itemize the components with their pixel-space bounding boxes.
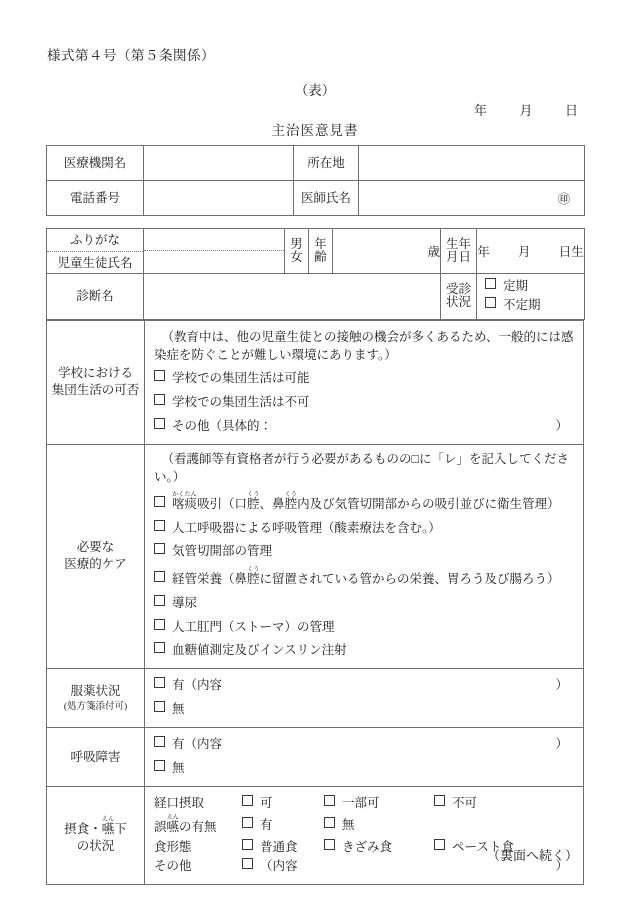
option-text: 普通食 — [260, 839, 298, 854]
eating-option-2-2[interactable] — [324, 816, 434, 835]
date-year-label: 年 — [473, 103, 487, 118]
diagnosis-field[interactable] — [144, 274, 441, 320]
phone-number-field[interactable] — [144, 181, 294, 216]
visit-status-label: 受診 状況 — [441, 274, 477, 320]
checkbox-icon[interactable] — [485, 278, 496, 289]
medical-care-label: 必要な 医療的ケア — [47, 444, 145, 669]
option-text: 経管栄養（鼻 — [172, 572, 248, 586]
ruby-えん: 嚥えん — [166, 813, 180, 834]
eating-label-line2: の状況 — [76, 839, 115, 853]
medical-care-option-1[interactable] — [154, 491, 574, 514]
medication-option-yes[interactable]: 有（内容 ） — [154, 676, 574, 695]
medical-care-option-list — [154, 491, 574, 660]
medication-content — [145, 669, 584, 728]
furigana-label: ふりがな — [47, 229, 143, 252]
table-row — [47, 274, 585, 320]
eating-option-1-3[interactable] — [434, 794, 574, 813]
table-row — [47, 229, 585, 274]
clinic-info-table — [46, 145, 585, 216]
option-text: ペースト食 — [452, 839, 514, 854]
option-text: きざみ食 — [342, 839, 393, 854]
eating-option-3-1[interactable] — [242, 838, 324, 857]
school-life-intro: （教育中は、他の児童生徒との接触の機会が多くあるため、一般的には感染症を防ぐことが難しい環境にあります。） — [154, 330, 574, 363]
medical-care-option-6[interactable] — [154, 618, 574, 637]
ruby-en: 嚥えん — [101, 816, 115, 837]
table-row — [47, 146, 585, 181]
medical-care-option-3[interactable] — [154, 542, 574, 561]
eating-option-1-2[interactable] — [324, 794, 434, 813]
school-life-option-possible[interactable]: 学校での集団生活は可能 — [154, 369, 574, 388]
date-line — [474, 100, 578, 119]
birthdate-label: 生年 月日 — [441, 229, 477, 274]
address-label: 所在地 — [294, 146, 359, 181]
table-row-respiratory — [47, 728, 584, 787]
birth-year-label: 年 — [477, 245, 490, 259]
option-text: 可 — [260, 796, 273, 810]
institution-name-label: 医療機関名 — [47, 146, 144, 181]
ruby-くう: 腔くう — [247, 490, 260, 511]
close-paren: ） — [555, 678, 568, 693]
form-code: 様式第４号（第５条関係） — [47, 48, 215, 63]
school-life-label: 学校における 集団生活の可否 — [47, 321, 145, 445]
medication-option-no[interactable]: 無 — [154, 700, 574, 719]
checkbox-icon[interactable] — [154, 543, 165, 554]
eating-label-line1: 摂食・嚥えん下 — [64, 816, 127, 837]
option-text: 血糖値測定及びインスリン注射 — [172, 643, 347, 658]
age-label: 年 齢 — [309, 229, 333, 274]
birth-month-label: 月 — [517, 245, 531, 259]
checkbox-icon[interactable] — [154, 677, 165, 688]
checkbox-icon[interactable] — [154, 394, 165, 405]
visit-option-regular[interactable]: 定期 — [485, 277, 584, 296]
medical-care-option-5[interactable] — [154, 594, 574, 613]
date-day-label: 日 — [564, 103, 578, 118]
eating-row-label: その他 — [154, 859, 192, 874]
respiratory-option-no[interactable]: 無 — [154, 759, 574, 778]
checkbox-icon[interactable] — [242, 839, 253, 850]
ruby-くう: 腔くう — [284, 490, 298, 511]
checkbox-icon[interactable] — [154, 619, 165, 630]
option-text: 不可 — [452, 796, 478, 810]
front-side-label: （表） — [294, 83, 336, 98]
phone-number-label: 電話番号 — [47, 181, 144, 216]
medication-sub-label: (処方箋添付可) — [63, 701, 128, 712]
checkbox-icon[interactable] — [434, 839, 445, 850]
school-life-option-not-possible[interactable]: 学校での集団生活は不可 — [154, 393, 574, 412]
option-text: 吸引（口 — [197, 496, 248, 511]
table-row — [47, 181, 585, 216]
eating-row-label: 経口摂取 — [154, 796, 205, 810]
checkbox-icon[interactable] — [485, 297, 496, 308]
checkbox-icon[interactable] — [324, 839, 335, 850]
eating-option-2-1[interactable] — [242, 816, 324, 835]
respiratory-label: 呼吸障害 — [47, 728, 145, 787]
checkbox-icon[interactable] — [434, 795, 445, 806]
eating-option-3-2[interactable] — [324, 838, 434, 857]
birth-day-label: 日生 — [558, 245, 584, 259]
eating-content — [145, 787, 584, 885]
seal-icon: ㊞ — [557, 191, 570, 206]
eating-label — [47, 787, 145, 885]
checkbox-icon[interactable] — [324, 795, 335, 806]
assessment-table — [46, 320, 584, 885]
checkbox-icon[interactable] — [154, 370, 165, 381]
address-field[interactable] — [359, 146, 585, 181]
medical-care-intro: （看護師等有資格者が行う必要があるものの□に「レ」を記入してください。） — [154, 451, 570, 484]
checkbox-icon[interactable] — [242, 858, 253, 869]
checkbox-icon[interactable] — [154, 496, 165, 507]
checkbox-icon[interactable] — [154, 736, 165, 747]
ruby-かくたん: 喀痰かくたん — [172, 490, 198, 511]
patient-info-table — [46, 228, 585, 320]
option-text: 無 — [342, 817, 355, 832]
eating-row-label: 食形態 — [154, 839, 192, 854]
checkbox-icon[interactable] — [154, 418, 165, 429]
checkbox-icon[interactable] — [154, 571, 165, 582]
close-paren: ） — [555, 418, 568, 433]
birthdate-field[interactable] — [477, 229, 585, 274]
eating-option-1-1[interactable] — [242, 794, 324, 813]
continue-note: （裏面へ続く） — [486, 848, 578, 863]
option-text: 一部可 — [342, 796, 380, 810]
checkbox-icon[interactable] — [154, 642, 165, 653]
date-month-label: 月 — [519, 103, 533, 118]
checkbox-icon[interactable] — [242, 817, 253, 828]
eating-row-2 — [154, 814, 574, 837]
checkbox-icon[interactable] — [154, 520, 165, 531]
option-text: に留置されている管からの栄養、胃ろう及び腸ろう） — [259, 572, 560, 586]
eating-row-1 — [154, 794, 574, 813]
page-title: 主治医意見書 — [271, 123, 359, 138]
respiratory-option-yes[interactable]: 有（内容 ） — [154, 735, 574, 754]
checkbox-icon[interactable] — [154, 760, 165, 771]
option-text: 、鼻 — [259, 496, 285, 511]
option-text: 有 — [260, 817, 273, 832]
visit-option-irregular[interactable]: 不定期 — [485, 296, 584, 315]
diagnosis-label: 診断名 — [47, 274, 144, 320]
option-text: 人工呼吸器による呼吸管理（酸素療法を含む。） — [172, 520, 441, 535]
table-row-medication — [47, 669, 584, 728]
close-paren: ） — [555, 737, 568, 752]
table-row-medical-care — [47, 444, 584, 669]
checkbox-icon[interactable] — [154, 701, 165, 712]
checkbox-icon[interactable] — [154, 595, 165, 606]
option-text: 導尿 — [172, 595, 198, 610]
age-field[interactable]: 歳 — [333, 229, 441, 274]
medical-care-option-4[interactable] — [154, 566, 574, 589]
student-name-label: 児童生徒氏名 — [57, 256, 133, 270]
school-life-content — [145, 321, 584, 445]
medication-label: 服薬状況 (処方箋添付可) — [47, 669, 145, 728]
doctor-name-label: 医師氏名 — [294, 181, 359, 216]
option-text: （内容 — [260, 859, 298, 874]
option-text: 気管切開部の管理 — [172, 544, 273, 559]
school-life-option-other[interactable]: その他（具体的： ） — [154, 417, 574, 436]
checkbox-icon[interactable] — [324, 817, 335, 828]
doctor-name-field[interactable] — [359, 181, 585, 216]
medical-care-option-2[interactable] — [154, 519, 574, 538]
visit-status-options — [477, 274, 585, 320]
respiratory-content — [145, 728, 584, 787]
option-text: 人工肛門（ストーマ）の管理 — [172, 619, 335, 634]
table-row-school-life — [47, 321, 584, 445]
close-paren: ） — [555, 859, 568, 874]
medical-care-option-7[interactable] — [154, 641, 574, 660]
table-row-eating — [47, 787, 584, 885]
eating-row-label: 誤嚥えんの有無 — [154, 813, 217, 834]
option-text: 内及び気管切開部からの吸引並びに衛生管理） — [297, 496, 560, 511]
student-name-field[interactable] — [144, 229, 285, 274]
sex-label: 男 女 — [285, 229, 309, 274]
medical-care-content — [145, 444, 584, 669]
ruby-くう: 腔くう — [247, 566, 260, 586]
institution-name-field[interactable] — [144, 146, 294, 181]
checkbox-icon[interactable] — [242, 795, 253, 806]
student-name-label-cell — [47, 229, 144, 274]
